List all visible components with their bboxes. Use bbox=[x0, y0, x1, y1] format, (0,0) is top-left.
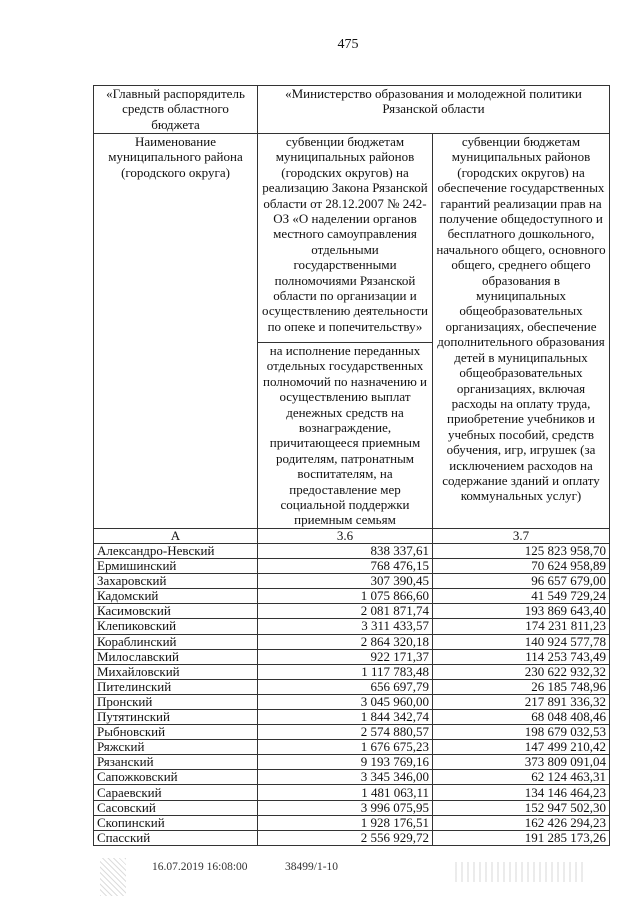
column-code-row bbox=[94, 528, 610, 543]
value-3-7: 147 499 210,42 bbox=[433, 740, 610, 755]
table-row bbox=[94, 679, 610, 694]
value-3-7: 62 124 463,31 bbox=[433, 770, 610, 785]
district-name: Александро-Невский bbox=[94, 543, 258, 558]
col-code-a: А bbox=[94, 528, 258, 543]
value-3-6: 2 574 880,57 bbox=[258, 725, 433, 740]
page-number: 475 bbox=[337, 37, 359, 52]
value-3-6: 3 996 075,95 bbox=[258, 800, 433, 815]
value-3-7: 162 426 294,23 bbox=[433, 815, 610, 830]
value-3-6: 2 864 320,18 bbox=[258, 634, 433, 649]
district-name: Клепиковский bbox=[94, 619, 258, 634]
scan-noise bbox=[100, 858, 126, 896]
district-name: Захаровский bbox=[94, 574, 258, 589]
district-name: Пронский bbox=[94, 694, 258, 709]
district-name: Ермишинский bbox=[94, 559, 258, 574]
table-row bbox=[94, 589, 610, 604]
value-3-7: 70 624 958,89 bbox=[433, 559, 610, 574]
table-row bbox=[94, 664, 610, 679]
table-row bbox=[94, 725, 610, 740]
value-3-6: 656 697,79 bbox=[258, 679, 433, 694]
value-3-6: 3 311 433,57 bbox=[258, 619, 433, 634]
table-row bbox=[94, 830, 610, 845]
table-row bbox=[94, 634, 610, 649]
footer-doc-number: 38499/1-10 bbox=[285, 861, 339, 873]
value-3-6: 922 171,37 bbox=[258, 649, 433, 664]
value-3-6: 768 476,15 bbox=[258, 559, 433, 574]
district-name: Сараевский bbox=[94, 785, 258, 800]
col-36-title-part2: на исполнение переданных отдельных государственных полномочий по назначению и осуществлению выплат денежных средств на вознаграждение, причитающееся приемным родителям, патронатным воспитателям, на предоставление мер социальной поддержки приемным семьям bbox=[258, 343, 433, 529]
value-3-6: 2 081 871,74 bbox=[258, 604, 433, 619]
value-3-6: 1 676 675,23 bbox=[258, 740, 433, 755]
distributor-value: «Министерство образования и молодежной политики Рязанской области bbox=[258, 86, 610, 134]
value-3-7: 41 549 729,24 bbox=[433, 589, 610, 604]
value-3-7: 198 679 032,53 bbox=[433, 725, 610, 740]
value-3-7: 68 048 408,46 bbox=[433, 710, 610, 725]
table-row bbox=[94, 755, 610, 770]
subsidies-table bbox=[93, 85, 610, 846]
district-name: Кадомский bbox=[94, 589, 258, 604]
value-3-6: 1 481 063,11 bbox=[258, 785, 433, 800]
value-3-6: 9 193 769,16 bbox=[258, 755, 433, 770]
table-row bbox=[94, 815, 610, 830]
faint-stamp bbox=[455, 862, 585, 882]
district-name: Спасский bbox=[94, 830, 258, 845]
value-3-6: 1 928 176,51 bbox=[258, 815, 433, 830]
table-row bbox=[94, 649, 610, 664]
value-3-6: 1 117 783,48 bbox=[258, 664, 433, 679]
value-3-6: 3 045 960,00 bbox=[258, 694, 433, 709]
value-3-7: 373 809 091,04 bbox=[433, 755, 610, 770]
district-name: Рыбновский bbox=[94, 725, 258, 740]
distributor-label: «Главный распорядитель средств областного бюджета bbox=[94, 86, 258, 134]
table-row bbox=[94, 543, 610, 558]
district-name: Скопинский bbox=[94, 815, 258, 830]
district-name: Касимовский bbox=[94, 604, 258, 619]
district-name: Рязанский bbox=[94, 755, 258, 770]
col-code-37: 3.7 bbox=[433, 528, 610, 543]
column-header-row bbox=[94, 134, 610, 343]
district-name: Ряжский bbox=[94, 740, 258, 755]
table-row bbox=[94, 694, 610, 709]
table-row bbox=[94, 800, 610, 815]
value-3-6: 838 337,61 bbox=[258, 543, 433, 558]
col-36-title-part1: субвенции бюджетам муниципальных районов (городских округов) на реализацию Закона Рязанской области от 28.12.2007 № 242-ОЗ «О наделении органов местного самоуправления отдельными государственными полномочиями Рязанской области по организации и осуществлению деятельности по опеке и попечительству» bbox=[258, 134, 433, 343]
value-3-7: 193 869 643,40 bbox=[433, 604, 610, 619]
district-name: Пителинский bbox=[94, 679, 258, 694]
col-a-title: Наименование муниципального района (городского округа) bbox=[94, 134, 258, 529]
value-3-6: 307 390,45 bbox=[258, 574, 433, 589]
table-row bbox=[94, 559, 610, 574]
table-row bbox=[94, 604, 610, 619]
value-3-7: 191 285 173,26 bbox=[433, 830, 610, 845]
value-3-7: 230 622 932,32 bbox=[433, 664, 610, 679]
district-name: Михайловский bbox=[94, 664, 258, 679]
value-3-6: 2 556 929,72 bbox=[258, 830, 433, 845]
value-3-7: 114 253 743,49 bbox=[433, 649, 610, 664]
district-name: Сасовский bbox=[94, 800, 258, 815]
value-3-7: 125 823 958,70 bbox=[433, 543, 610, 558]
col-37-title: субвенции бюджетам муниципальных районов (городских округов) на обеспечение государственных гарантий реализации прав на получение общедоступного и бесплатного дошкольного, начального общего, основного общего, среднего общего образования в муниципальных общеобразовательных организациях, обеспечение дополнительного образования детей в муниципальных общеобразовательных организациях, включая расходы на оплату труда, приобретение учебников и учебных пособий, средств обучения, игр, игрушек (за исключением расходов на содержание зданий и оплату коммунальных услуг) bbox=[433, 134, 610, 529]
value-3-7: 26 185 748,96 bbox=[433, 679, 610, 694]
col-code-36: 3.6 bbox=[258, 528, 433, 543]
value-3-7: 217 891 336,32 bbox=[433, 694, 610, 709]
footer-datetime: 16.07.2019 16:08:00 bbox=[152, 861, 248, 873]
value-3-7: 152 947 502,30 bbox=[433, 800, 610, 815]
value-3-6: 3 345 346,00 bbox=[258, 770, 433, 785]
district-name: Сапожковский bbox=[94, 770, 258, 785]
value-3-6: 1 844 342,74 bbox=[258, 710, 433, 725]
table-row bbox=[94, 710, 610, 725]
district-name: Кораблинский bbox=[94, 634, 258, 649]
table-row bbox=[94, 785, 610, 800]
table-row bbox=[94, 619, 610, 634]
value-3-7: 140 924 577,78 bbox=[433, 634, 610, 649]
value-3-6: 1 075 866,60 bbox=[258, 589, 433, 604]
table-row bbox=[94, 574, 610, 589]
district-name: Путятинский bbox=[94, 710, 258, 725]
table-row bbox=[94, 740, 610, 755]
district-name: Милославский bbox=[94, 649, 258, 664]
table-row bbox=[94, 770, 610, 785]
value-3-7: 96 657 679,00 bbox=[433, 574, 610, 589]
value-3-7: 174 231 811,23 bbox=[433, 619, 610, 634]
value-3-7: 134 146 464,23 bbox=[433, 785, 610, 800]
distributor-row bbox=[94, 86, 610, 134]
